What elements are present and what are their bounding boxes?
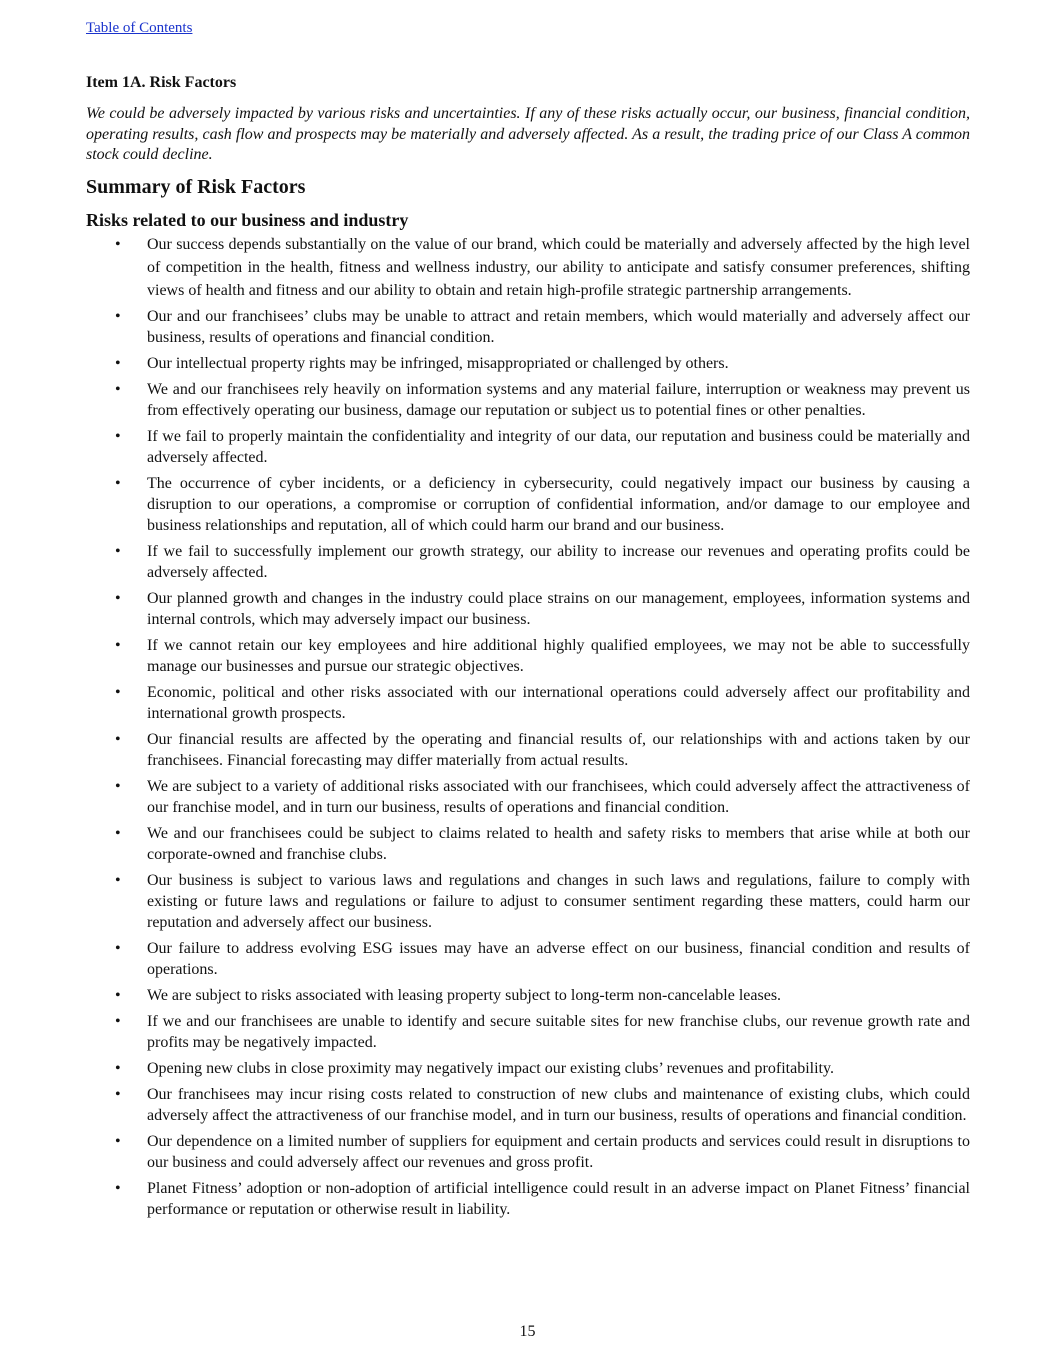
risk-text: If we fail to successfully implement our growth strategy, our ability to increase our revenues and operating profits could be adversely affected.	[147, 542, 970, 581]
risk-list-item	[86, 776, 970, 818]
risk-text: Our and our franchisees’ clubs may be unable to attract and retain members, which would materially and adversely affect our business, results of operations and financial condition.	[147, 307, 970, 346]
risk-list-item	[86, 1178, 970, 1220]
risk-list-item	[86, 233, 970, 302]
risk-list-item	[86, 823, 970, 865]
bullet-icon: •	[115, 871, 121, 889]
page-number: 15	[519, 1323, 536, 1340]
document-page	[86, 18, 970, 1225]
risk-list-item	[86, 379, 970, 421]
intro-paragraph: We could be adversely impacted by various risks and uncertainties. If any of these risks actually occur, our business, financial condition, operating results, cash flow and prospects may be materially and adversely affected. As a result, the trading price of our Class A common stock could decline.	[86, 105, 970, 163]
bullet-icon: •	[115, 636, 121, 654]
risk-list	[86, 233, 970, 1220]
bullet-icon: •	[115, 986, 121, 1004]
risk-list-item	[86, 729, 970, 771]
risk-list-item	[86, 985, 970, 1006]
bullet-icon: •	[115, 589, 121, 607]
bullet-icon: •	[115, 1132, 121, 1150]
bullet-icon: •	[115, 683, 121, 701]
risk-list-item	[86, 870, 970, 933]
bullet-icon: •	[115, 542, 121, 560]
risk-text: Opening new clubs in close proximity may negatively impact our existing clubs’ revenues and profitability.	[147, 1059, 834, 1077]
table-of-contents-link[interactable]: Table of Contents	[86, 20, 193, 36]
bullet-icon: •	[115, 380, 121, 398]
section-heading: Risks related to our business and industry	[86, 209, 409, 230]
risk-list-item	[86, 588, 970, 630]
risk-list-item	[86, 682, 970, 724]
item-title: Item 1A. Risk Factors	[86, 74, 237, 91]
risk-list-item	[86, 541, 970, 583]
risk-text: Our franchisees may incur rising costs related to construction of new clubs and maintenance of existing clubs, which could adversely affect the attractiveness of our franchise model, and in turn our business, results of operations and financial condition.	[147, 1085, 970, 1124]
risk-list-item	[86, 1131, 970, 1173]
risk-list-item	[86, 426, 970, 468]
risk-list-item	[86, 473, 970, 536]
risk-list-item	[86, 635, 970, 677]
risk-list-item	[86, 1011, 970, 1053]
risk-list-item	[86, 1058, 970, 1079]
bullet-icon: •	[115, 939, 121, 957]
bullet-icon: •	[115, 1179, 121, 1197]
risk-text: We are subject to a variety of additional risks associated with our franchisees, which could adversely affect the attractiveness of our franchise model, and in turn our business, results of operations and financial condition.	[147, 777, 970, 816]
risk-text: Our dependence on a limited number of suppliers for equipment and certain products and services could result in disruptions to our business and could adversely affect our revenues and gross profit.	[147, 1132, 970, 1171]
bullet-icon: •	[115, 235, 121, 253]
risk-text: We and our franchisees rely heavily on information systems and any material failure, interruption or weakness may prevent us from effectively operating our business, damage our reputation or subject us to potential fines or other penalties.	[147, 380, 970, 419]
bullet-icon: •	[115, 354, 121, 372]
bullet-icon: •	[115, 427, 121, 445]
bullet-icon: •	[115, 730, 121, 748]
risk-text: The occurrence of cyber incidents, or a deficiency in cybersecurity, could negatively impact our business by causing a disruption to our operations, a compromise or corruption of confidential information, and/or damage to our employee and business relationships and reputation, all of which could harm our brand and our business.	[147, 474, 970, 534]
risk-text: Our business is subject to various laws and regulations and changes in such laws and regulations, failure to comply with existing or future laws and regulations or failure to adjust to consumer sentiment regarding these matters, could harm our reputation and adversely affect our business.	[147, 871, 970, 931]
risk-text: Economic, political and other risks associated with our international operations could adversely affect our profitability and international growth prospects.	[147, 683, 970, 722]
risk-list-item	[86, 1084, 970, 1126]
bullet-icon: •	[115, 474, 121, 492]
summary-heading: Summary of Risk Factors	[86, 175, 306, 198]
risk-text: Our intellectual property rights may be infringed, misappropriated or challenged by others.	[147, 354, 729, 372]
risk-list-item	[86, 938, 970, 980]
risk-list-item	[86, 353, 970, 374]
risk-text: Our financial results are affected by the operating and financial results of, our relationships with and actions taken by our franchisees. Financial forecasting may differ materially from actual results.	[147, 730, 970, 769]
risk-text: Our success depends substantially on the value of our brand, which could be materially and adversely affected by the high level of competition in the health, fitness and wellness industry, our ability to anticipate and satisfy consumer preferences, shifting views of health and fitness and our ability to obtain and retain high-profile strategic partnership arrangements.	[147, 235, 970, 299]
risk-text: Our failure to address evolving ESG issues may have an adverse effect on our business, financial condition and results of operations.	[147, 939, 970, 978]
bullet-icon: •	[115, 777, 121, 795]
bullet-icon: •	[115, 1085, 121, 1103]
risk-text: Our planned growth and changes in the industry could place strains on our management, employees, information systems and internal controls, which may adversely impact our business.	[147, 589, 970, 628]
bullet-icon: •	[115, 824, 121, 842]
risk-list-item	[86, 306, 970, 348]
risk-text: Planet Fitness’ adoption or non-adoption of artificial intelligence could result in an adverse impact on Planet Fitness’ financial performance or reputation or otherwise result in liability.	[147, 1179, 970, 1218]
bullet-icon: •	[115, 1012, 121, 1030]
risk-text: We and our franchisees could be subject to claims related to health and safety risks to members that arise while at both our corporate-owned and franchise clubs.	[147, 824, 970, 863]
bullet-icon: •	[115, 1059, 121, 1077]
risk-text: If we cannot retain our key employees and hire additional highly qualified employees, we may not be able to successfully manage our businesses and pursue our strategic objectives.	[147, 636, 970, 675]
risk-text: If we and our franchisees are unable to identify and secure suitable sites for new franchise clubs, our revenue growth rate and profits may be negatively impacted.	[147, 1012, 970, 1051]
risk-text: We are subject to risks associated with leasing property subject to long-term non-cancelable leases.	[147, 986, 782, 1004]
bullet-icon: •	[115, 307, 121, 325]
risk-text: If we fail to properly maintain the confidentiality and integrity of our data, our reputation and business could be materially and adversely affected.	[147, 427, 970, 466]
